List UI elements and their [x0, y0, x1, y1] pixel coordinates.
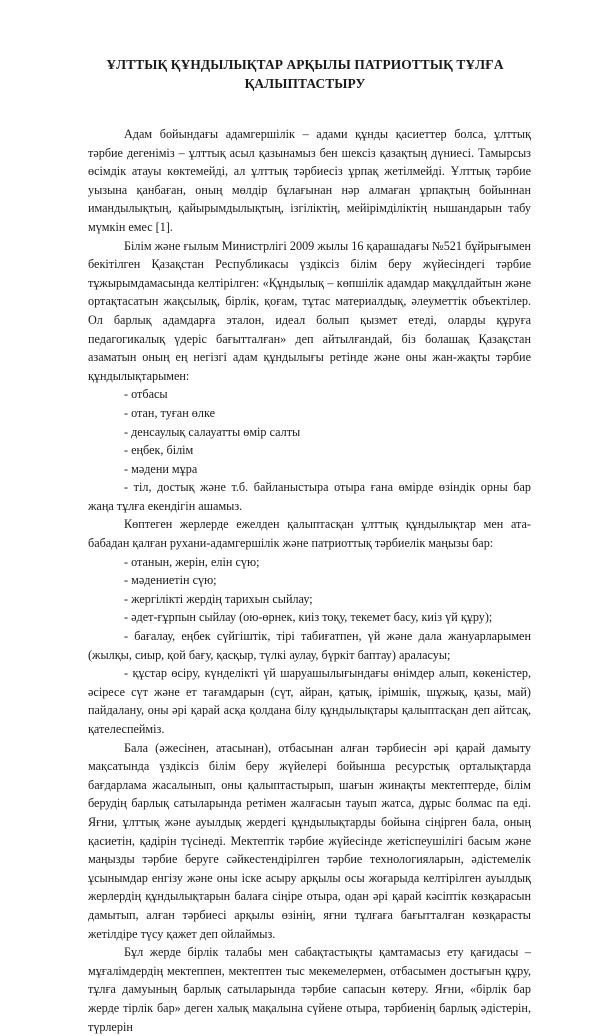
paragraph-intro: Адам бойындағы адамгершілік – адами құнды қасиеттер болса, ұлттық тәрбие дегеніміз – ұлттық асыл қазынамыз бен шексіз қазақтың дүниесі. Тамырсыз өсімдік атауы көктемейді, ал ұлттық тәрбиесіз ұрпақ жетілмейді. Ұлттық тәрбие уызына қанбаған, оның мөлдір бұлағынан нәр алмаған ұрпақтың бойыннан имандылықтың, қайырымдылықтың, ізгіліктің, мейірімділіктің нышандарын табу мүмкін емес [1]. [88, 127, 531, 234]
title-line-2: ҚАЛЫПТАСТЫРУ [244, 76, 366, 91]
list-item: - мәдени мұра [124, 461, 198, 476]
document-body [88, 125, 531, 1036]
list-item: - еңбек, білім [124, 443, 194, 458]
list-item: - бағалау, еңбек сүйгіштік, тірі табиғатпен, үй және дала жануарларымен (жылқы, сиыр, қой бағу, қасқыр, түлкі аулау, бүркіт баптау) араласуы; [88, 629, 531, 662]
list-item: - отанын, жерін, елін сүю; [124, 554, 260, 569]
paragraph-heritage: Көптеген жерлерде ежелден қалыптасқан ұлттық құндылықтар мен ата-бабадан қалған рухани-адамгершілік және патриоттық тәрбиелік маңызы бар: [88, 517, 531, 551]
list-item: - денсаулық салауатты өмір салты [124, 424, 301, 439]
list-item: - әдет-ғұрпын сыйлау (ою-өрнек, киіз тоқу, текемет басу, киіз үй құру); [124, 610, 493, 625]
list-item: - отбасы [124, 387, 168, 402]
list-item: - тіл, достық және т.б. байланыстыра отыра ғана өмірде өзіндік орны бар жаңа тұлға екендігін ашамыз. [88, 480, 531, 513]
list-item: - отан, туған өлке [124, 405, 215, 420]
values-list [88, 385, 531, 515]
title-line-1: ҰЛТТЫҚ ҚҰНДЫЛЫҚТАР АРҚЫЛЫ ПАТРИОТТЫҚ ТҰЛҒА [106, 57, 504, 72]
list-item: - мәдениетін сүю; [124, 573, 217, 588]
paragraph-unity: Бұл жерде бірлік талабы мен сабақтастықты қамтамасыз ету қағидасы – мұғалімдердің мектеппен, мектептен тыс мекемелермен, отбасымен достығын құру, тұлға дамуының барлық сатыларында тәрбие сапасын көтеру. Яғни, «бірлік бар жерде тірлік бар» деген халық мақалына сүйене отыра, тәрбиенің барлық әдістерін, түрлерін [88, 945, 531, 1034]
paragraph-child-upbringing: Бала (әжесінен, атасынан), отбасынан алған тәрбиесін әрі қарай дамыту мақсатында үздіксіз білім беру жүйелері бойынша ресурстық орталықтарда бағдарлама жасалынып, оны қалыптастырып, шағын жинақты мектептерде, білім берудің барлық сатыларында ретімен жалғасын тауып жатса, дұрыс болмас па еді. Яғни, ұлттық және ауылдық жердегі құндылықтарды бойына сіңірген бала, оның қасиетін, қадірін түсінеді. Мектептік тәрбие жүйесінде жетіспеушілігі басым және маңызды тәрбие беруге сәйкестендірілген тәрбие технологияларын, әдістемелік ұсынымдар енгізу және оны іске асыру арқылы осы жоғарыда келтірілген ауылдық жерлердің құндылықтарын балаға сіңіре отыра, одан әрі қарай кәсіптік көзқарасын дамытып, алған тәрбиесі арқылы өзінің, яғни тұлғаға бағытталған көзқарасты жетілдіре түсу қажет деп ойлаймыз. [88, 740, 531, 941]
list-item: - жергілікті жердің тарихын сыйлау; [124, 591, 313, 606]
heritage-list [88, 553, 531, 739]
list-item: - құстар өсіру, күнделікті үй шаруашылығындағы өнімдер алып, көкеністер, әсіресе сүт және ет тағамдарын (сүт, айран, қатық, ірімшік, шұжық, қазы, май) пайдалану, оны әрі қарай асқа қолдана білу құндылықтары қалыптасқан деп айтсақ, қателеспейміз. [88, 666, 531, 736]
paragraph-ministry: Білім және ғылым Министрлігі 2009 жылы 16 қарашадағы №521 бұйрығымен бекітілген Қазақстан Республикасы үздіксіз білім беру жүйесіндегі тәрбие тұжырымдамасында келтірілген: «Құндылық – көпшілік адамдар мақұлдайтын және ортақтасатын жақсылық, бірлік, қоғам, тұтас материалдық, әлеуметтік объектілер. Ол барлық адамдарға эталон, идеал болып қызмет етеді, оларды құруға педагогикалық үдеріс бағытталған» деп айтылғандай, біз болашақ Қазақстан азаматын оның ең негізгі адам құндылығы ретінде және оны жан-жақты тәрбие құндылықтарымен: [88, 238, 531, 383]
document-title [90, 55, 520, 93]
